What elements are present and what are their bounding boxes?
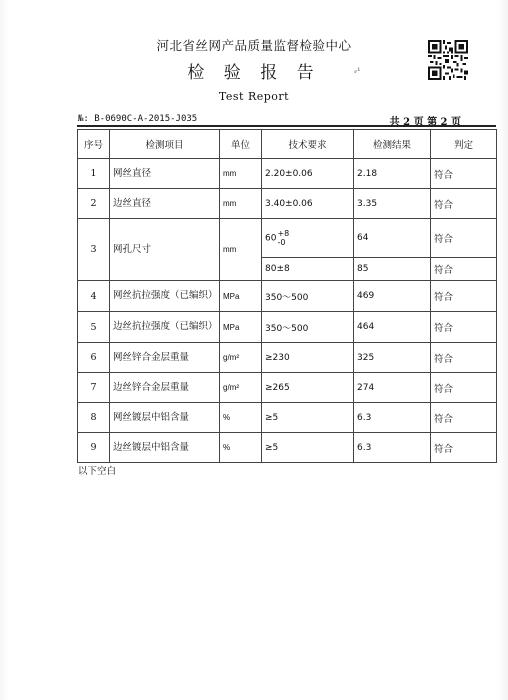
report-number: №: B-0690C-A-2015-J035 — [78, 114, 198, 124]
row-result: 469 — [354, 281, 431, 312]
row-result: 274 — [354, 373, 431, 403]
row-requirement: ≥230 — [262, 343, 354, 373]
row-no: 2 — [78, 189, 110, 219]
header-item: 检测项目 — [110, 130, 220, 159]
row-result: 85 — [354, 258, 431, 281]
row-result: 6.3 — [354, 433, 431, 463]
header-verdict: 判定 — [431, 130, 497, 159]
row-item: 网丝抗拉强度（已编织） — [110, 281, 220, 312]
report-subtitle: Test Report — [218, 90, 290, 103]
row-no: 8 — [78, 403, 110, 433]
row-verdict: 符合 — [431, 219, 497, 258]
results-table — [77, 129, 497, 463]
row-item: 边丝抗拉强度（已编织） — [110, 312, 220, 343]
row-requirement: ≥5 — [262, 403, 354, 433]
row-result: 464 — [354, 312, 431, 343]
header-no: 序号 — [78, 130, 110, 159]
header-unit: 单位 — [220, 130, 262, 159]
row-unit: g/m² — [220, 373, 262, 403]
row-item: 边丝直径 — [110, 189, 220, 219]
tolerance-lower: -0 — [277, 238, 286, 247]
row-unit: mm — [220, 219, 262, 281]
row-requirement: 80±8 — [262, 258, 354, 281]
table-row — [78, 312, 497, 343]
table-header-row — [78, 130, 497, 159]
row-item: 网丝直径 — [110, 159, 220, 189]
row-unit: % — [220, 403, 262, 433]
row-no: 9 — [78, 433, 110, 463]
tolerance-upper: +8 — [277, 229, 290, 238]
row-no: 6 — [78, 343, 110, 373]
header-requirement: 技术要求 — [262, 130, 354, 159]
row-unit: MPa — [220, 281, 262, 312]
row-result: 2.18 — [354, 159, 431, 189]
row-verdict: 符合 — [431, 258, 497, 281]
row-no: 7 — [78, 373, 110, 403]
row-requirement: 3.40±0.06 — [262, 189, 354, 219]
header-result: 检测结果 — [354, 130, 431, 159]
table-row — [78, 433, 497, 463]
row-result: 3.35 — [354, 189, 431, 219]
row-unit: MPa — [220, 312, 262, 343]
header-rule — [77, 125, 496, 127]
row-no: 4 — [78, 281, 110, 312]
row-item: 网丝锌合金层重量 — [110, 343, 220, 373]
row-verdict: 符合 — [431, 343, 497, 373]
row-no: 1 — [78, 159, 110, 189]
row-item: 网孔尺寸 — [110, 219, 220, 281]
row-requirement: 2.20±0.06 — [262, 159, 354, 189]
table-row — [78, 219, 497, 258]
row-item: 边丝镀层中铝含量 — [110, 433, 220, 463]
table-row — [78, 189, 497, 219]
row-result: 64 — [354, 219, 431, 258]
row-requirement — [262, 219, 354, 258]
page-info: 共 2 页 第 2 页 — [389, 117, 461, 128]
row-no: 3 — [78, 219, 110, 281]
table-row — [78, 403, 497, 433]
row-no: 5 — [78, 312, 110, 343]
row-requirement: 350～500 — [262, 312, 354, 343]
row-verdict: 符合 — [431, 312, 497, 343]
end-note: 以下空白 — [78, 466, 117, 477]
row-result: 325 — [354, 343, 431, 373]
row-unit: mm — [220, 159, 262, 189]
table-row — [78, 373, 497, 403]
row-verdict: 符合 — [431, 403, 497, 433]
requirement-base: 60 — [265, 233, 277, 244]
table-row — [78, 281, 497, 312]
row-requirement: ≥5 — [262, 433, 354, 463]
requirement-tolerance — [277, 229, 289, 247]
row-verdict: 符合 — [431, 433, 497, 463]
row-verdict: 符合 — [431, 373, 497, 403]
row-item: 网丝镀层中铝含量 — [110, 403, 220, 433]
report-title: 检 验 报 告 — [187, 63, 321, 83]
row-item: 边丝锌合金层重量 — [110, 373, 220, 403]
row-requirement: 350～500 — [262, 281, 354, 312]
row-verdict: 符合 — [431, 189, 497, 219]
row-requirement: ≥265 — [262, 373, 354, 403]
table-row — [78, 159, 497, 189]
organization-name: 河北省丝网产品质量监督检验中心 — [156, 38, 352, 53]
handwritten-mark: ⸗¹ — [354, 67, 361, 77]
row-unit: mm — [220, 189, 262, 219]
table-row — [78, 343, 497, 373]
qr-code-icon — [428, 40, 468, 80]
row-unit: g/m² — [220, 343, 262, 373]
row-result: 6.3 — [354, 403, 431, 433]
row-verdict: 符合 — [431, 159, 497, 189]
row-unit: % — [220, 433, 262, 463]
row-verdict: 符合 — [431, 281, 497, 312]
